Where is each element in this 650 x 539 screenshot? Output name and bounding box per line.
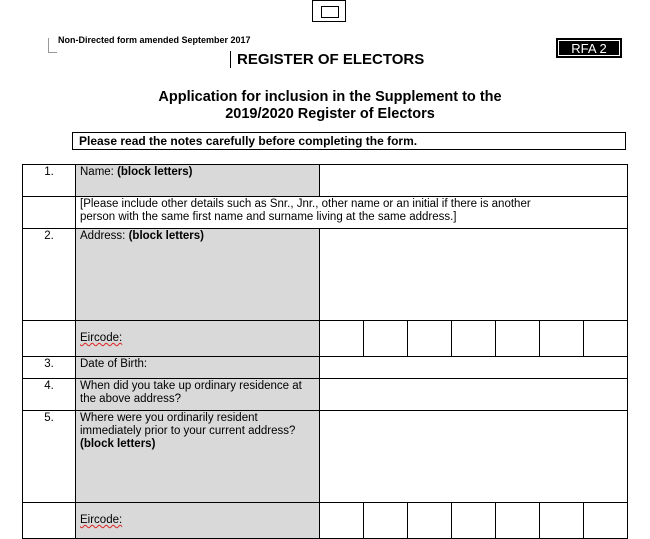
row-number: 4.: [23, 379, 76, 411]
row-number-empty: [23, 503, 76, 539]
form-code-badge: [556, 38, 622, 58]
prior-eircode-box[interactable]: [495, 503, 539, 539]
address-eircode-box[interactable]: [320, 321, 364, 357]
prior-eircode-label-text: Eircode:: [80, 514, 123, 526]
name-note-line2: person with the same first name and surname living at the same address.]: [80, 211, 457, 223]
address-eircode-box[interactable]: [407, 321, 451, 357]
form-row-prior-address: [23, 411, 628, 503]
form-row-dob: [23, 357, 628, 379]
prior-address-label-bold: (block letters): [80, 438, 156, 450]
row-number: 1.: [23, 165, 76, 197]
residence-date-field[interactable]: [320, 379, 628, 411]
address-eircode-box[interactable]: [451, 321, 495, 357]
dob-field[interactable]: [320, 357, 628, 379]
application-title-line1: Application for inclusion in the Supplement to the: [158, 89, 502, 105]
address-eircode-box[interactable]: [495, 321, 539, 357]
prior-eircode-box[interactable]: [320, 503, 364, 539]
residence-date-label: When did you take up ordinary residence at the above address?: [76, 379, 320, 411]
form-row-residence-date: [23, 379, 628, 411]
form-code-text: RFA 2: [558, 40, 620, 56]
address-field[interactable]: [320, 229, 628, 321]
address-label-text: Address:: [80, 230, 126, 242]
form-row-address: [23, 229, 628, 321]
form-row-prior-eircode: [23, 503, 628, 539]
prior-eircode-box[interactable]: [539, 503, 583, 539]
prior-eircode-box[interactable]: [364, 503, 408, 539]
name-note: [76, 197, 628, 229]
name-label-text: Name:: [80, 166, 114, 178]
address-eircode-box[interactable]: [539, 321, 583, 357]
prior-eircode-box[interactable]: [407, 503, 451, 539]
address-eircode-label: [76, 321, 320, 357]
header-logo-box: [312, 0, 346, 22]
corner-mark: [48, 38, 57, 53]
prior-eircode-box[interactable]: [583, 503, 627, 539]
application-title: [0, 89, 650, 123]
form-row-name: [23, 165, 628, 197]
form-row-name-note: [23, 197, 628, 229]
register-title: REGISTER OF ELECTORS: [230, 51, 424, 68]
prior-eircode-box[interactable]: [451, 503, 495, 539]
form-row-address-eircode: [23, 321, 628, 357]
form-amendment-note: Non-Directed form amended September 2017: [58, 35, 251, 45]
dob-label: Date of Birth:: [76, 357, 320, 379]
prior-address-label-text: Where were you ordinarily resident immediately prior to your current address?: [80, 412, 296, 437]
row-number: 5.: [23, 411, 76, 503]
notes-instruction: Please read the notes carefully before completing the form.: [72, 132, 626, 150]
row-number-empty: [23, 197, 76, 229]
address-eircode-box[interactable]: [583, 321, 627, 357]
prior-eircode-label: [76, 503, 320, 539]
prior-address-field[interactable]: [320, 411, 628, 503]
address-label-bold: (block letters): [128, 230, 205, 242]
address-eircode-label-text: Eircode:: [80, 332, 123, 344]
row-number-empty: [23, 321, 76, 357]
row-number: 3.: [23, 357, 76, 379]
application-title-line2: 2019/2020 Register of Electors: [225, 106, 435, 122]
prior-address-label: [76, 411, 320, 503]
address-label: [76, 229, 320, 321]
application-form-table: [22, 164, 628, 539]
name-label-bold: (block letters): [117, 166, 193, 178]
row-number: 2.: [23, 229, 76, 321]
name-field[interactable]: [320, 165, 628, 197]
address-eircode-box[interactable]: [364, 321, 408, 357]
header-logo-inner: [321, 6, 339, 18]
name-label: [76, 165, 320, 197]
name-note-line1: [Please include other details such as Snr., Jnr., other name or an initial if there is another: [80, 198, 531, 210]
